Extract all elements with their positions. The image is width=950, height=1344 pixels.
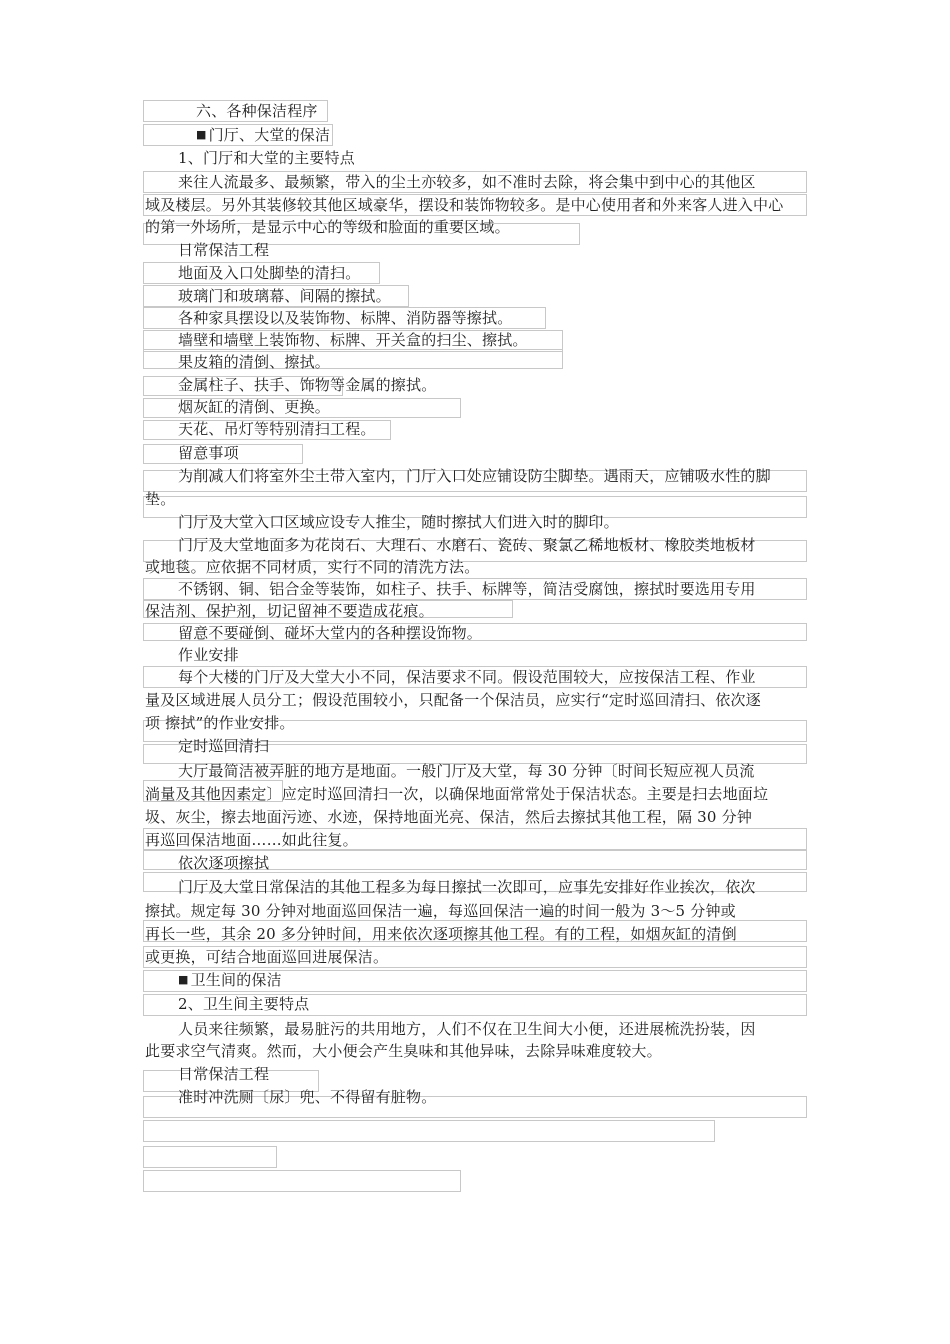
paragraph-line: 或更换，可结合地面巡回进展保洁。 [145, 948, 389, 966]
layout-box [143, 1146, 277, 1168]
paragraph-heading: 日常保洁工程 [178, 241, 270, 259]
paragraph-line: 大厅最简洁被弄脏的地方是地面。一般门厅及大堂，每 30 分钟〔时间长短应视人员流 [178, 762, 755, 780]
list-item: 烟灰缸的清倒、更换。 [178, 398, 331, 416]
paragraph-heading: 作业安排 [178, 646, 239, 664]
paragraph-line: 此要求空气清爽。然而，大小便会产生臭味和其他异味，去除异味难度较大。 [145, 1042, 662, 1060]
paragraph-line: 门厅及大堂日常保洁的其他工程多为每日擦拭一次即可，应事先安排好作业挨次，依次 [178, 878, 756, 896]
paragraph-line: 的第一外场所，是显示中心的等级和脸面的重要区域。 [145, 218, 510, 236]
list-item: 地面及入口处脚垫的清扫。 [178, 264, 361, 282]
bullet-icon: ■ [196, 128, 207, 141]
paragraph-line: 为削减人们将室外尘土带入室内，门厅入口处应铺设防尘脚垫。遇雨天，应铺吸水性的脚 [178, 467, 771, 485]
paragraph-line: 每个大楼的门厅及大堂大小不同，保洁要求不同。假设范围较大，应按保洁工程、作业 [178, 668, 756, 686]
paragraph-heading: 留意事项 [178, 444, 239, 462]
subsection-title: 卫生间的保洁 [190, 971, 282, 989]
paragraph-line: 门厅及大堂地面多为花岗石、大理石、水磨石、瓷砖、聚氯乙稀地板材、橡胶类地板材 [178, 536, 756, 554]
paragraph-line: 再巡回保洁地面……如此往复。 [145, 831, 358, 849]
list-item: 天花、吊灯等特别清扫工程。 [178, 420, 376, 438]
paragraph-line: 再长一些，其余 20 多分钟时间，用来依次逐项擦其他工程。有的工程，如烟灰缸的清倒 [145, 925, 737, 943]
paragraph-line: 量及区域进展人员分工；假设范围较小，只配备一个保洁员，应实行“定时巡回清扫、依次逐 [145, 691, 761, 709]
list-item: 墙壁和墙壁上装饰物、标牌、开关盒的扫尘、擦拭。 [178, 331, 528, 349]
paragraph-line: 保洁剂、保护剂，切记留神不要造成花痕。 [145, 602, 434, 620]
paragraph-heading: 日常保洁工程 [178, 1065, 270, 1083]
paragraph-line: 来往人流最多、最频繁，带入的尘土亦较多，如不准时去除，将会集中到中心的其他区 [178, 173, 756, 191]
paragraph-line: 擦拭。规定每 30 分钟对地面巡回保洁一遍，每巡回保洁一遍的时间一般为 3～5 分钟或 [145, 902, 736, 920]
paragraph-line: 圾、灰尘，擦去地面污迹、水迹，保持地面光亮、保洁，然后去擦拭其他工程，隔 30 分钟 [145, 808, 753, 826]
paragraph-line: 不锈钢、铜、铝合金等装饰，如柱子、扶手、标牌等，简洁受腐蚀，擦拭时要选用专用 [178, 580, 756, 598]
paragraph-line: 垫。 [145, 490, 176, 508]
subsection-heading [178, 969, 282, 991]
section-heading: 六、各种保洁程序 [196, 102, 318, 120]
subsection-heading [196, 124, 330, 146]
list-item: 玻璃门和玻璃幕、间隔的擦拭。 [178, 287, 391, 305]
paragraph-line: 门厅及大堂入口区域应设专人推尘，随时擦拭人们进入时的脚印。 [178, 513, 619, 531]
list-item: 果皮箱的清倒、擦拭。 [178, 353, 331, 371]
paragraph-line: 域及楼层。另外其装修较其他区域豪华，摆设和装饰物较多。是中心使用者和外来客人进入中心 [145, 196, 784, 214]
paragraph-line: 人员来往频繁，最易脏污的共用地方，人们不仅在卫生间大小便，还进展梳洗扮装，因 [178, 1020, 756, 1038]
paragraph-heading: 定时巡回清扫 [178, 737, 270, 755]
list-item: 各种家具摆设以及装饰物、标牌、消防器等擦拭。 [178, 309, 513, 327]
paragraph-heading: 2、卫生间主要特点 [178, 995, 310, 1013]
subsection-title: 门厅、大堂的保洁 [208, 126, 331, 144]
layout-box [143, 1120, 715, 1142]
paragraph-line: 或地毯。应依据不同材质，实行不同的清洗方法。 [145, 558, 480, 576]
paragraph-line: 项 擦拭”的作业安排。 [145, 714, 295, 732]
layout-box [143, 1170, 461, 1192]
bullet-icon: ■ [178, 973, 189, 986]
paragraph-heading: 1、门厅和大堂的主要特点 [178, 149, 355, 167]
paragraph-line: 留意不要碰倒、碰坏大堂内的各种摆设饰物。 [178, 624, 483, 642]
list-item: 金属柱子、扶手、饰物等金属的擦拭。 [178, 376, 437, 394]
paragraph-line: 淌量及其他因素定〕应定时巡回清扫一次，以确保地面常常处于保洁状态。主要是扫去地面垃 [145, 785, 769, 803]
paragraph-heading: 依次逐项擦拭 [178, 854, 270, 872]
list-item: 准时冲洗厕〔尿〕兜、不得留有脏物。 [178, 1088, 437, 1106]
